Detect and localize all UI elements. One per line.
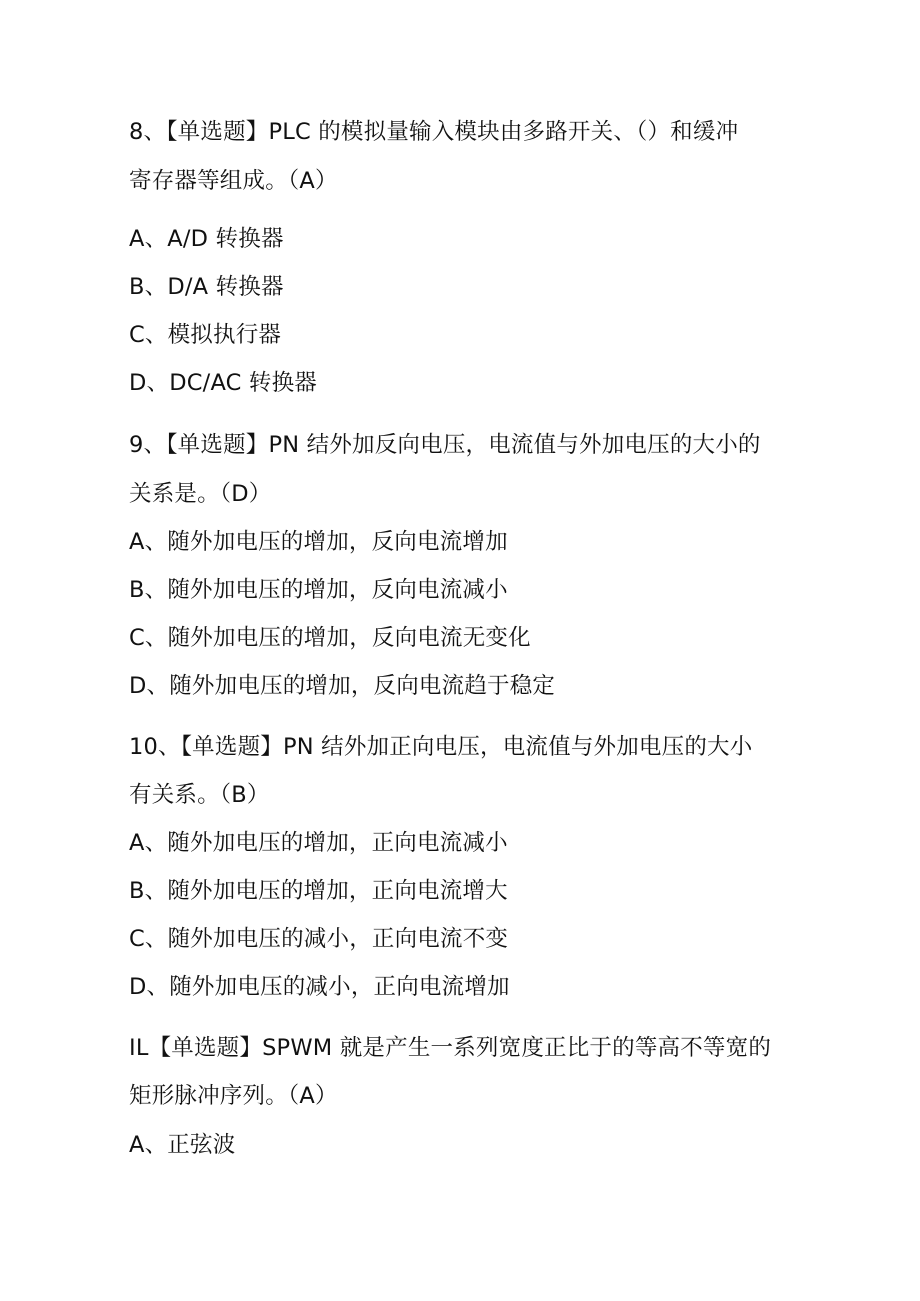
- question-8-option-b: B、D/A 转换器: [129, 274, 284, 300]
- question-8-option-a: A、A/D 转换器: [129, 226, 284, 252]
- question-9-stem-line1: 9、【单选题】PN 结外加反向电压，电流值与外加电压的大小的: [129, 432, 761, 458]
- question-8-option-c: C、模拟执行器: [129, 322, 282, 348]
- question-11-stem-line1: IL【单选题】SPWM 就是产生一系列宽度正比于的等高不等宽的: [129, 1035, 772, 1061]
- question-11-option-a: A、正弦波: [129, 1132, 236, 1158]
- question-10-stem-line2: 有关系。（B）: [129, 782, 270, 808]
- question-9-stem-line2: 关系是。（D）: [129, 481, 272, 507]
- question-9-option-a: A、随外加电压的增加，反向电流增加: [129, 529, 508, 555]
- question-9-option-c: C、随外加电压的增加，反向电流无变化: [129, 625, 531, 651]
- question-10-stem-line1: 10、【单选题】PN 结外加正向电压，电流值与外加电压的大小: [129, 734, 753, 760]
- question-8-stem-line1: 8、【单选题】PLC 的模拟量输入模块由多路开关、（）和缓冲: [129, 119, 739, 145]
- question-10-option-a: A、随外加电压的增加，正向电流减小: [129, 830, 508, 856]
- question-8-option-d: D、DC/AC 转换器: [129, 370, 318, 396]
- question-10-option-d: D、随外加电压的减小，正向电流增加: [129, 974, 510, 1000]
- question-9-option-b: B、随外加电压的增加，反向电流减小: [129, 577, 508, 603]
- question-11-stem-line2: 矩形脉冲序列。（A）: [129, 1083, 338, 1109]
- question-9-option-d: D、随外加电压的增加，反向电流趋于稳定: [129, 673, 556, 699]
- question-8-stem-line2: 寄存器等组成。（A）: [129, 168, 338, 194]
- question-10-option-c: C、随外加电压的减小，正向电流不变: [129, 926, 509, 952]
- question-10-option-b: B、随外加电压的增加，正向电流增大: [129, 878, 508, 904]
